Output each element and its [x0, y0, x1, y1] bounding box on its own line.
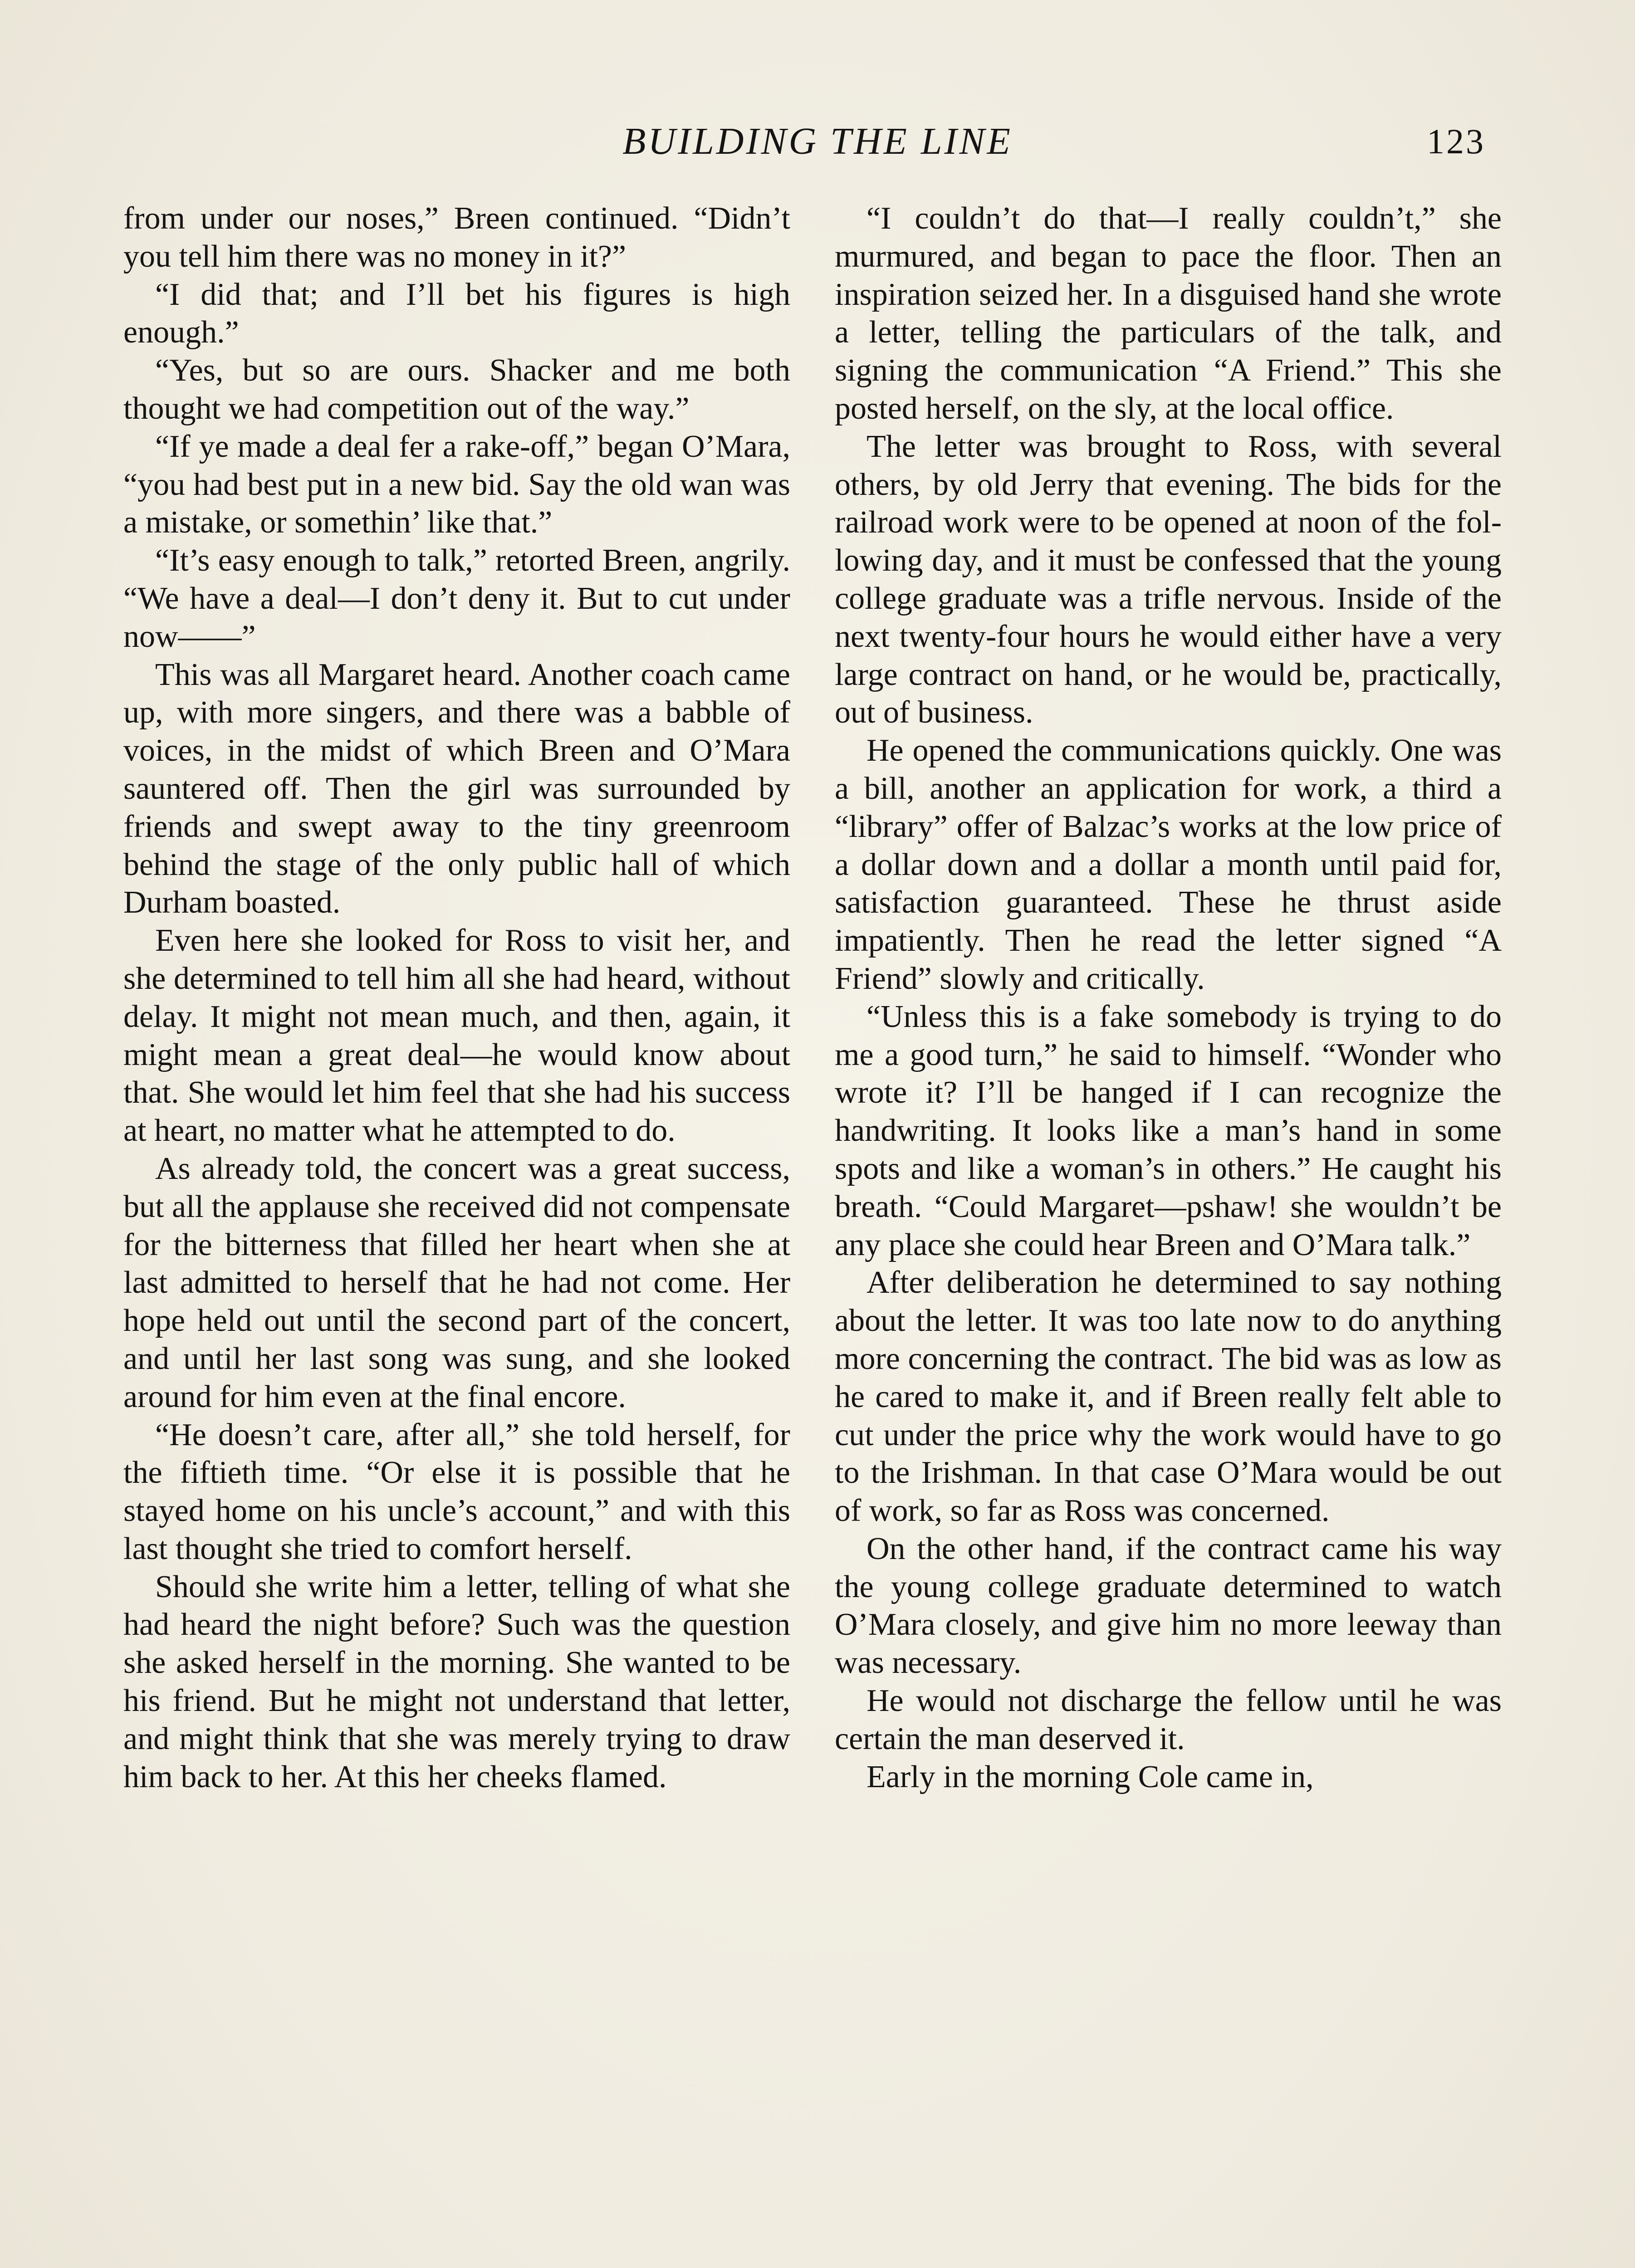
- paragraph: He would not discharge the fellow until he was certain the man deserved it.: [835, 1683, 1502, 1756]
- paragraph: “If ye made a deal fer a rake-off,” began O’Mara, “you had best put in a new bid. Say the old wan was a mistake, or somethin’ like that.”: [123, 429, 790, 540]
- paragraph: Even here she looked for Ross to visit her, and she determined to tell him all she had heard, without delay. It might not mean much, and then, again, it might mean a great deal—he would know about that. She would let him feel that she had his success at heart, no matter what he attempted to do.: [123, 923, 790, 1149]
- right-column: [835, 200, 1502, 1796]
- paragraph: from under our noses,” Breen continued. “Didn’t you tell him there was no money in it?”: [123, 201, 790, 274]
- paragraph: This was all Margaret heard. Another coach came up, with more singers, and there was a babble of voices, in the midst of which Breen and O’Mara sauntered off. Then the girl was surrounded by friends and swept away to the tiny greenroom behind the stage of the only public hall of which Durham boasted.: [123, 657, 790, 920]
- paragraph: He opened the communications quickly. One was a bill, another an application for work, a third a “library” offer of Balzac’s works at the low price of a dollar down and a dollar a month until paid for, satisfaction guaranteed. These he thrust aside impatiently. Then he read the letter signed “A Friend” slowly and critically.: [835, 733, 1502, 996]
- page-number: 123: [1427, 122, 1485, 161]
- paragraph: Should she write him a letter, telling of what she had heard the night before? Such was the question she asked herself in the morning. She wanted to be his friend. But he might not understand that letter, and might think that she was merely trying to draw him back to her. At this her cheeks flamed.: [123, 1569, 790, 1794]
- paragraph: As already told, the concert was a great success, but all the applause she received did not compensate for the bitterness that filled her heart when she at last admitted to herself that he had not come. Her hope held out until the second part of the concert, and until her last song was sung, and she looked around for him even at the final encore.: [123, 1151, 790, 1414]
- running-head: [0, 119, 1635, 164]
- left-column: [123, 200, 790, 1796]
- paragraph: “Unless this is a fake somebody is trying to do me a good turn,” he said to himself. “Wonder who wrote it? I’ll be hanged if I can recognize the handwriting. It looks like a man’s hand in some spots and like a woman’s in others.” He caught his breath. “Could Margaret—pshaw! she wouldn’t be any place she could hear Breen and O’Mara talk.”: [835, 999, 1502, 1262]
- paragraph: “It’s easy enough to talk,” retorted Breen, angrily. “We have a deal—I don’t deny it. But to cut under now——”: [123, 543, 790, 654]
- paragraph: Early in the morning Cole came in,: [866, 1759, 1314, 1794]
- paragraph: “I couldn’t do that—I really couldn’t,” she murmured, and began to pace the floor. Then an inspiration seized her. In a disguised hand she wrote a letter, telling the particulars of the talk, and signing the communication “A Friend.” This she posted herself, on the sly, at the local office.: [835, 201, 1502, 426]
- paragraph: “I did that; and I’ll bet his figures is high enough.”: [123, 277, 790, 350]
- paragraph: “Yes, but so are ours. Shacker and me both thought we had competition out of the way.”: [123, 353, 790, 426]
- paragraph: On the other hand, if the contract came his way the young college graduate determined to watch O’Mara closely, and give him no more leeway than was necessary.: [835, 1531, 1502, 1681]
- paragraph: After deliberation he determined to say nothing about the letter. It was too late now to do anything more concerning the contract. The bid was as low as he cared to make it, and if Breen really felt able to cut under the price why the work would have to go to the Irishman. In that case O’Mara would be out of work, so far as Ross was concerned.: [835, 1265, 1502, 1529]
- paragraph: The letter was brought to Ross, with several others, by old Jerry that evening. The bids for the railroad work were to be opened at noon of the following day, and it must be confessed that the young college graduate was a trifle nervous. Inside of the next twenty-four hours he would either have a very large contract on hand, or he would be, practically, out of business.: [835, 429, 1502, 730]
- paragraph: “He doesn’t care, after all,” she told herself, for the fiftieth time. “Or else it is possible that he stayed home on his uncle’s account,” and with this last thought she tried to comfort herself.: [123, 1417, 790, 1566]
- running-title: BUILDING THE LINE: [622, 120, 1013, 162]
